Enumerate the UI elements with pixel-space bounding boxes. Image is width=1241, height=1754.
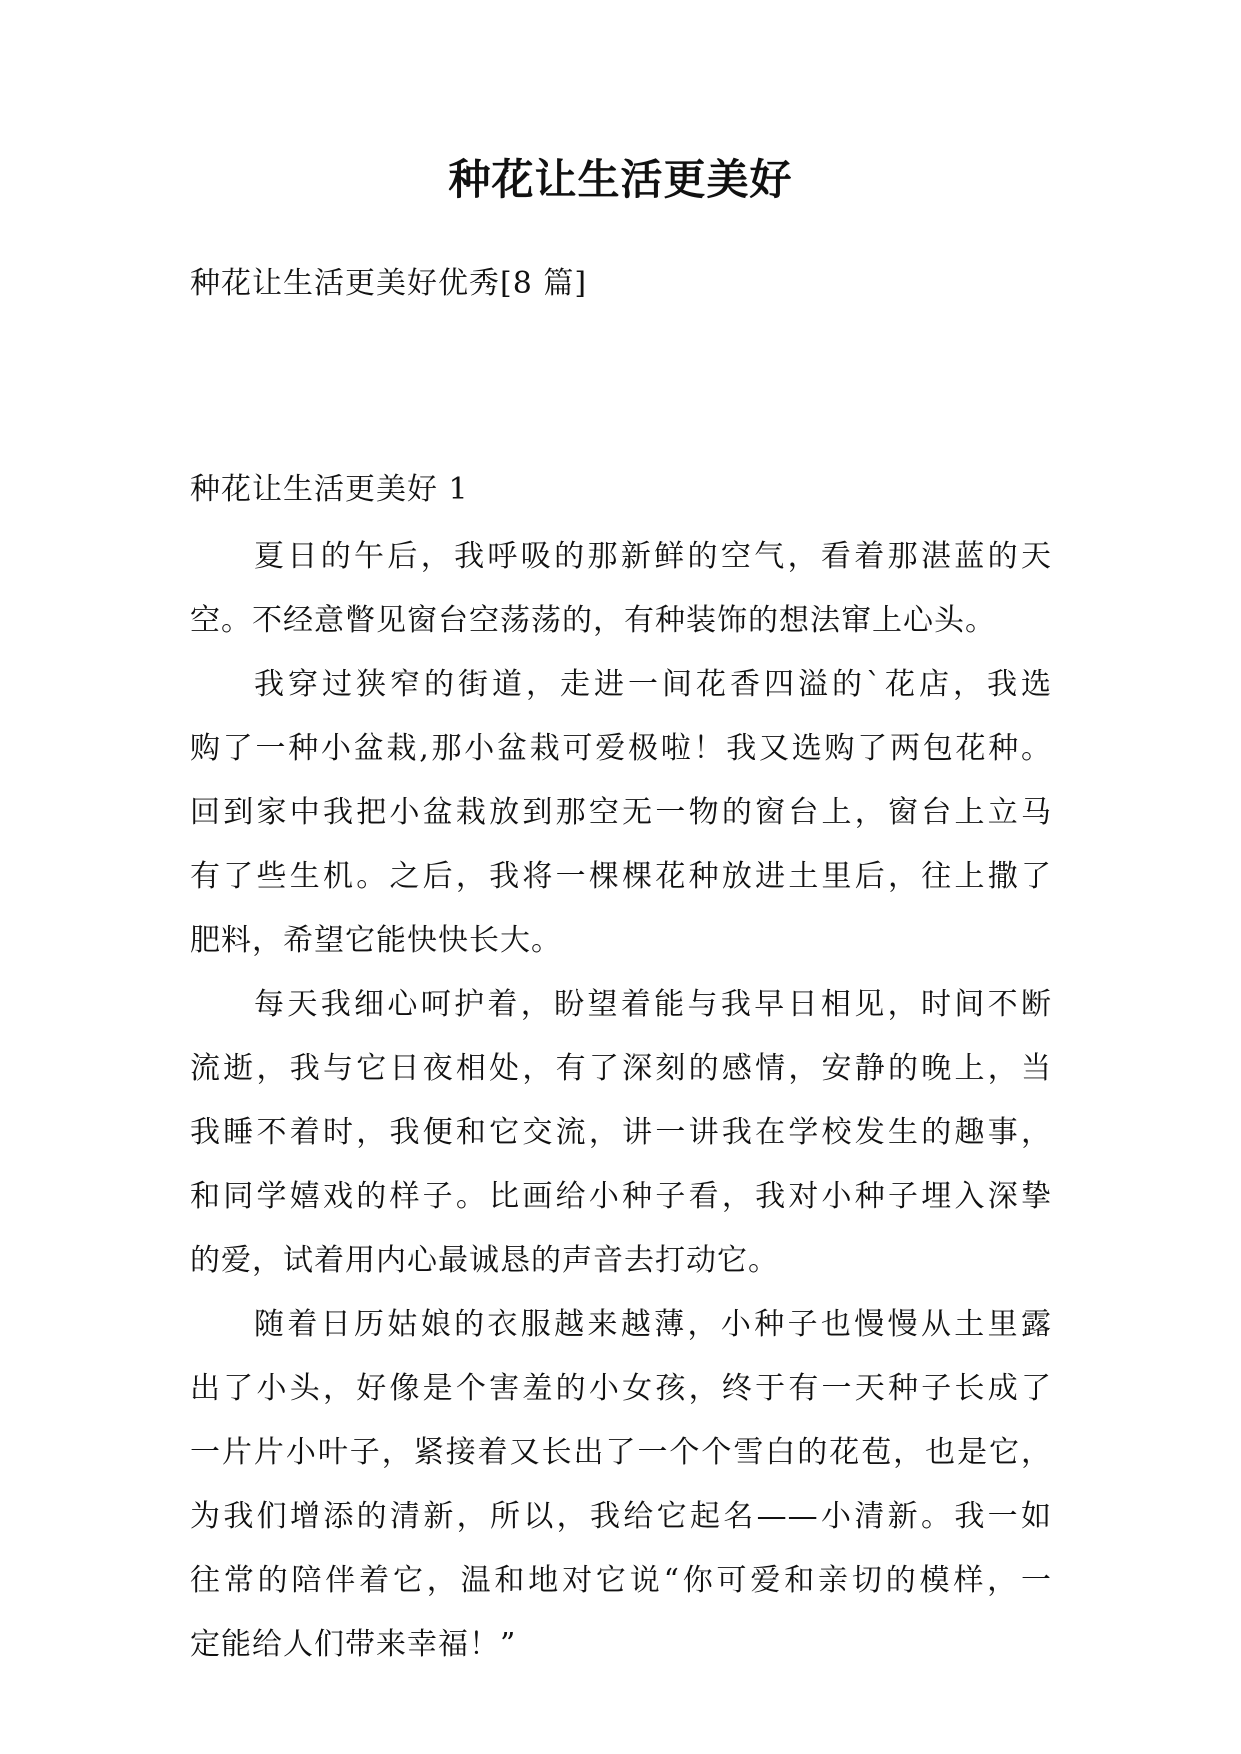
document-title: 种花让生活更美好: [448, 155, 793, 204]
paragraph-line: 定能给人们带来幸福！”: [190, 1627, 517, 1662]
paragraph-line: 一片片小叶子，紧接着又长出了一个个雪白的花苞，也是它，: [190, 1435, 1052, 1470]
article-body: [190, 525, 1052, 1677]
paragraph-line: 夏日的午后，我呼吸的那新鲜的空气，看着那湛蓝的天: [254, 539, 1052, 574]
section-heading: 种花让生活更美好 1: [190, 472, 469, 507]
paragraph-line: 的爱，试着用内心最诚恳的声音去打动它。: [190, 1243, 779, 1278]
paragraph-line: 我睡不着时，我便和它交流，讲一讲我在学校发生的趣事，: [190, 1115, 1052, 1150]
paragraph-line: 肥料，希望它能快快长大。: [190, 923, 562, 958]
paragraph-line: 回到家中我把小盆栽放到那空无一物的窗台上，窗台上立马: [190, 795, 1052, 830]
paragraph-line: 流逝，我与它日夜相处，有了深刻的感情，安静的晚上，当: [190, 1051, 1052, 1086]
paragraph-line: 空。不经意瞥见窗台空荡荡的，有种装饰的想法窜上心头。: [190, 603, 996, 638]
paragraph-line: 往常的陪伴着它，温和地对它说“你可爱和亲切的模样，一: [190, 1563, 1052, 1598]
paragraph-line: 每天我细心呵护着，盼望着能与我早日相见，时间不断: [254, 987, 1052, 1022]
paragraph-line: 有了些生机。之后，我将一棵棵花种放进土里后，往上撒了: [190, 859, 1052, 894]
paragraph-line: 出了小头，好像是个害羞的小女孩，终于有一天种子长成了: [190, 1371, 1052, 1406]
document-subtitle: 种花让生活更美好优秀[8 篇]: [190, 266, 588, 301]
paragraph-line: 我穿过狭窄的街道，走进一间花香四溢的`花店，我选: [254, 667, 1052, 702]
paragraph-line: 和同学嬉戏的样子。比画给小种子看，我对小种子埋入深挚: [190, 1179, 1052, 1214]
paragraph-line: 随着日历姑娘的衣服越来越薄，小种子也慢慢从土里露: [254, 1307, 1052, 1342]
paragraph-line: 为我们增添的清新，所以，我给它起名——小清新。我一如: [190, 1499, 1052, 1534]
paragraph-line: 购了一种小盆栽,那小盆栽可爱极啦！我又选购了两包花种。: [190, 731, 1052, 766]
